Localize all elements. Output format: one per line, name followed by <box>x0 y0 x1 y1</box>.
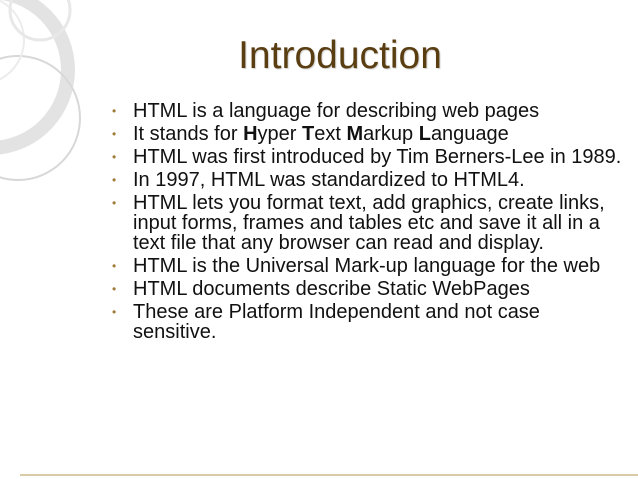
bullet-text: HTML is a language for describing web pages <box>133 100 540 122</box>
bullet-item <box>112 279 622 299</box>
bullet-text: anguage <box>430 123 509 145</box>
bullet-text-bold: L <box>418 123 431 145</box>
bullet-text: These are Platform Independent and not case sensitive. <box>133 301 540 343</box>
bullet-marker: • <box>112 305 117 319</box>
bullet-text: HTML lets you format text, add graphics, create links, input forms, frames and tables etc and save it all in a text file that any browser can read and display. <box>133 192 605 254</box>
bullet-marker: • <box>112 127 117 141</box>
bullet-marker: • <box>112 196 117 210</box>
bullet-text-bold: M <box>346 123 364 145</box>
bullet-text: HTML is the Universal Mark-up language for the web <box>133 255 601 277</box>
bullet-item <box>112 170 622 190</box>
bullet-item <box>112 101 622 121</box>
bullet-text: HTML documents describe Static WebPages <box>133 278 530 300</box>
slide-title: Introduction <box>238 34 442 77</box>
bullet-item <box>112 256 622 276</box>
bullet-text: It stands for <box>133 123 244 145</box>
bullet-item <box>112 147 622 167</box>
bullet-item <box>112 302 622 342</box>
bullet-marker: • <box>112 173 117 187</box>
bullet-text: HTML was first introduced by Tim Berners-Lee in 1989. <box>133 146 622 168</box>
bullet-item <box>112 124 622 144</box>
bullet-list <box>112 101 622 345</box>
bullet-text-bold: T <box>301 123 315 145</box>
bullet-marker: • <box>112 282 117 296</box>
bullet-item <box>112 193 622 253</box>
bullet-text: In 1997, HTML was standardized to HTML4. <box>133 169 525 191</box>
bullet-marker: • <box>112 104 117 118</box>
bullet-marker: • <box>112 150 117 164</box>
bullet-text-bold: H <box>243 123 258 145</box>
bullet-marker: • <box>112 259 117 273</box>
bullet-text: ext <box>314 123 347 145</box>
bullet-text: yper <box>257 123 302 145</box>
bullet-text: arkup <box>363 123 419 145</box>
bottom-rule <box>20 474 638 476</box>
